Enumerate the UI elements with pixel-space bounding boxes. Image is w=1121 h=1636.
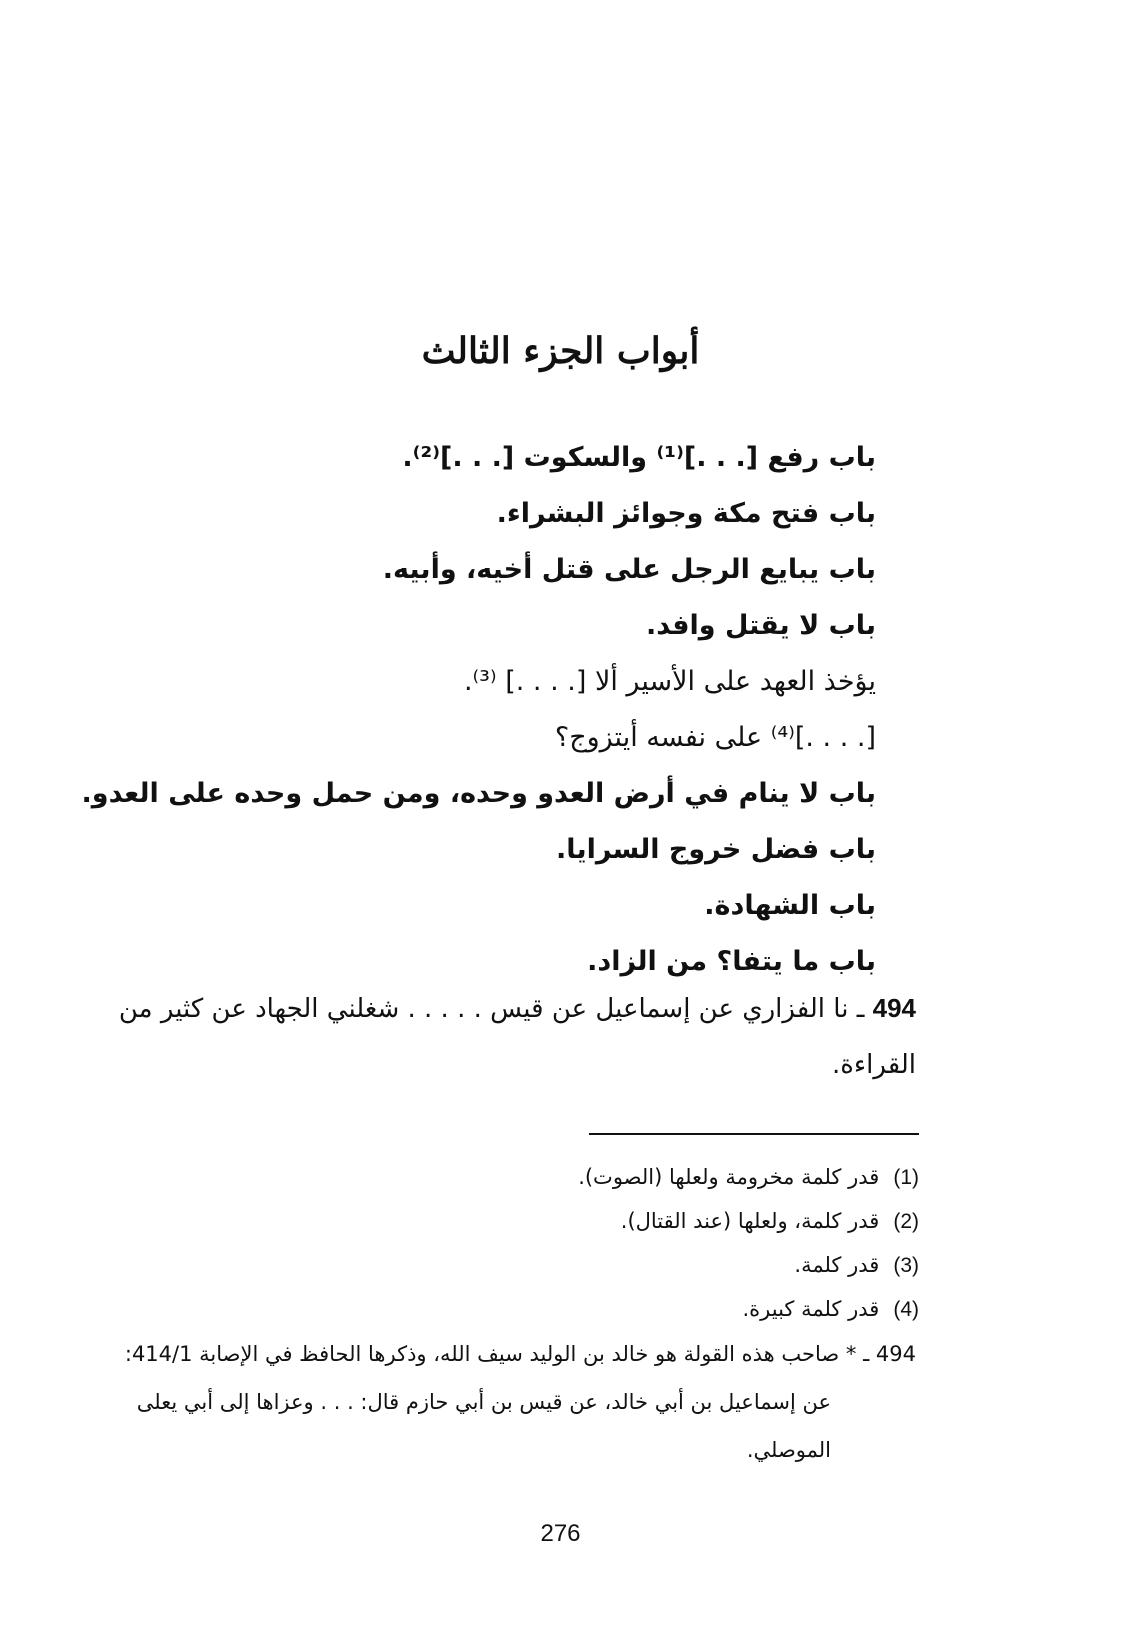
footnote-text: قدر كلمة. xyxy=(794,1253,880,1277)
footnote-divider xyxy=(589,1133,919,1135)
chapter-item: يؤخذ العهد على الأسير ألا [. . . .] ⁽³⁾. xyxy=(463,666,876,697)
chapter-item: باب ما يتفا؟ من الزاد. xyxy=(587,946,876,977)
chapter-item: باب لا يقتل وافد. xyxy=(646,610,876,641)
footnote-item xyxy=(319,1243,919,1287)
footnote-list xyxy=(319,1155,919,1331)
hadith-body: ـ نا الفزاري عن إسماعيل عن قيس . . . . . شغلني الجهاد عن كثير من القراءة. xyxy=(118,994,916,1080)
footnote-text: قدر كلمة، ولعلها (عند القتال). xyxy=(620,1209,880,1233)
page-title: أبواب الجزء الثالث xyxy=(421,330,700,372)
commentary xyxy=(56,1330,916,1474)
footnote-number: (4) xyxy=(893,1298,919,1321)
footnote-number: (3) xyxy=(893,1254,919,1277)
chapter-item: باب الشهادة. xyxy=(704,890,876,921)
footnote-item xyxy=(319,1287,919,1331)
footnote-item xyxy=(319,1199,919,1243)
chapter-list xyxy=(81,430,876,990)
hadith-number: 494 xyxy=(872,993,916,1023)
hadith-text xyxy=(56,980,916,1093)
chapter-item: باب فتح مكة وجوائز البشراء. xyxy=(496,498,876,529)
chapter-item: باب رفع [. . .]⁽¹⁾ والسكوت [. . .]⁽²⁾. xyxy=(402,442,876,473)
footnote-number: (2) xyxy=(893,1210,919,1233)
chapter-item: باب لا ينام في أرض العدو وحده، ومن حمل وحده على العدو. xyxy=(81,778,876,809)
footnote-text: قدر كلمة مخرومة ولعلها (الصوت). xyxy=(578,1165,880,1189)
chapter-item: باب فضل خروج السرايا. xyxy=(556,834,876,865)
commentary-line: عن إسماعيل بن أبي خالد، عن قيس بن أبي حازم قال: . . . وعزاها إلى أبي يعلى الموصلي. xyxy=(136,1390,831,1462)
commentary-line: 494 ـ * صاحب هذه القولة هو خالد بن الوليد سيف الله، وذكرها الحافظ في الإصابة 414/1: xyxy=(124,1342,916,1366)
page-number: 276 xyxy=(540,1520,581,1547)
chapter-item: باب يبايع الرجل على قتل أخيه، وأبيه. xyxy=(382,554,876,585)
footnote-item xyxy=(319,1155,919,1199)
footnote-number: (1) xyxy=(893,1166,919,1189)
footnote-text: قدر كلمة كبيرة. xyxy=(742,1297,880,1321)
chapter-item: [. . . .]⁽⁴⁾ على نفسه أيتزوج؟ xyxy=(554,722,876,753)
